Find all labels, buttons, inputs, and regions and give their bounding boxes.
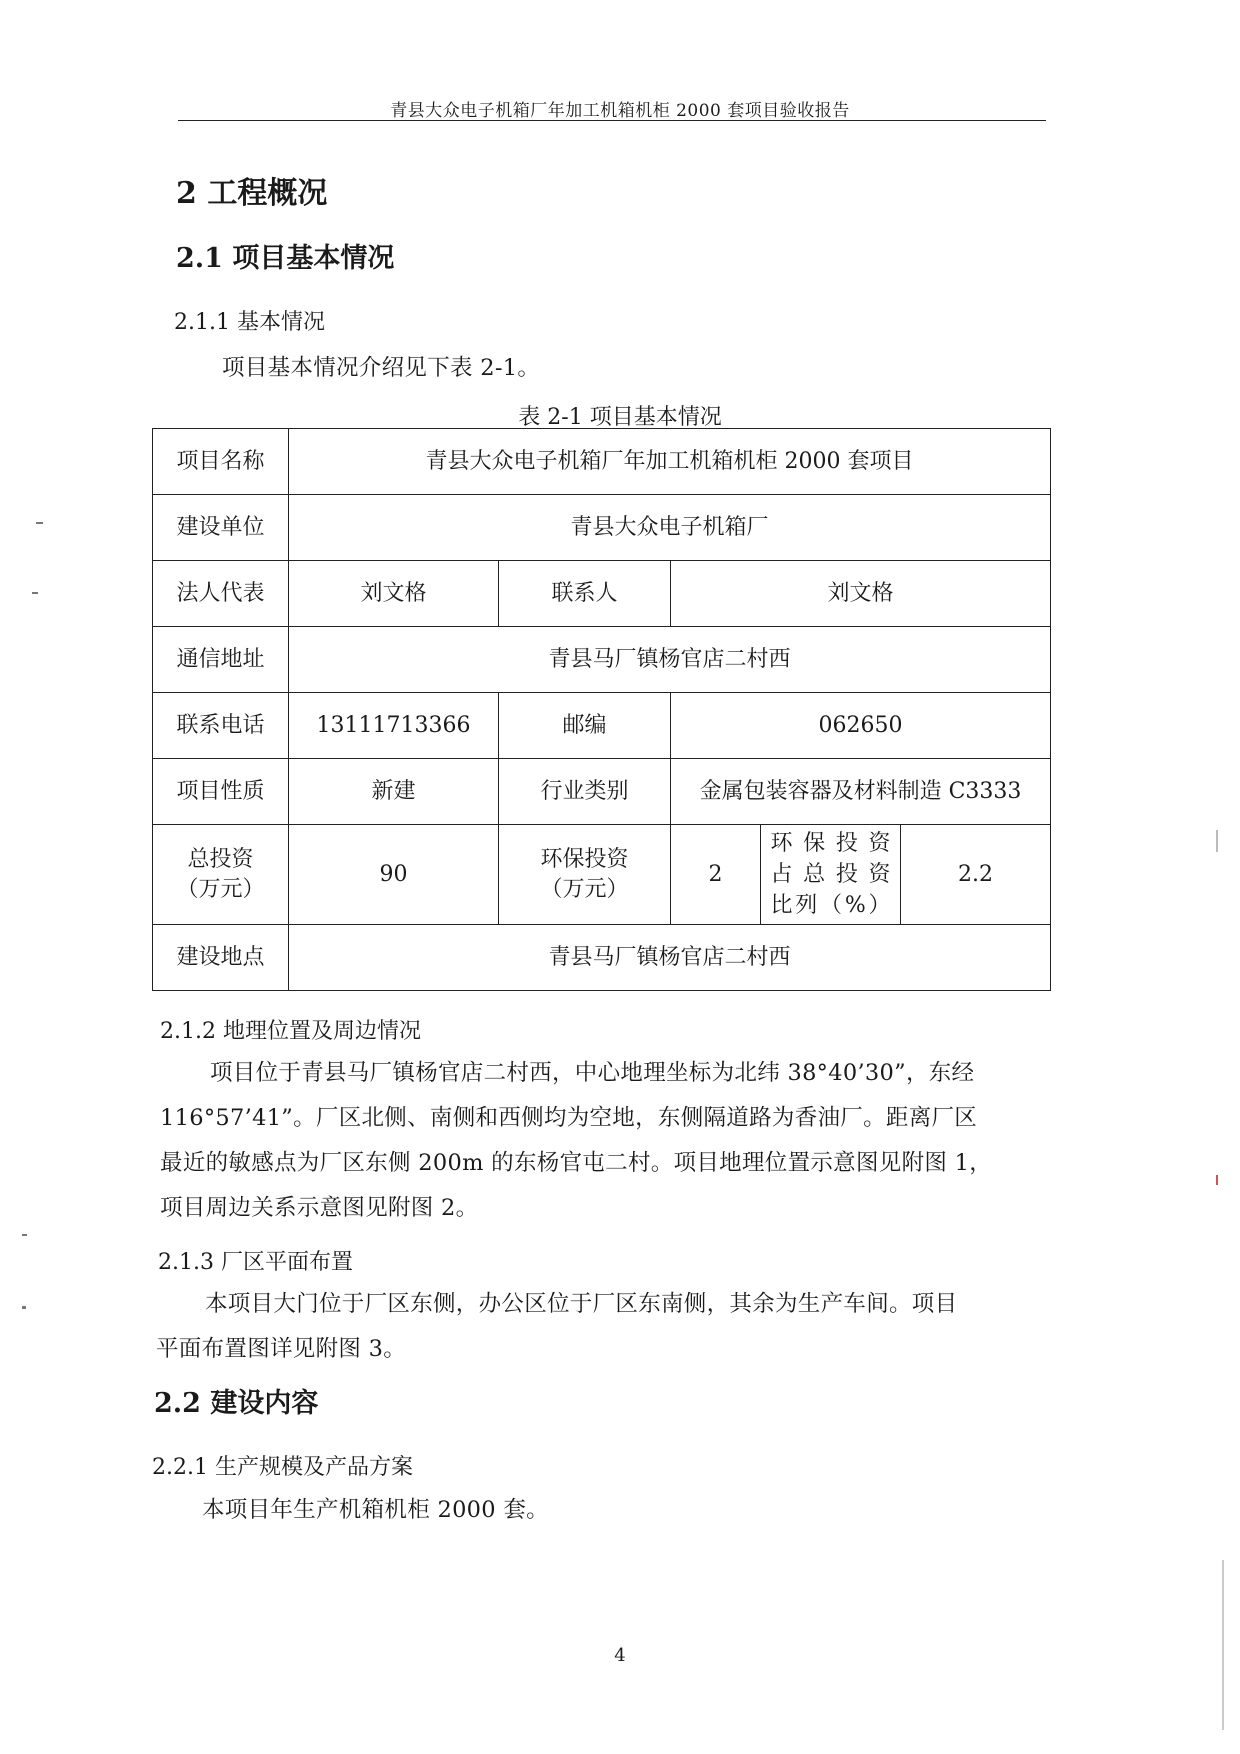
geo-paragraph-line-1: 项目位于青县马厂镇杨官店二村西，中心地理坐标为北纬 38°40’30”，东经 [210, 1060, 975, 1086]
geo-paragraph-line-2: 116°57’41”。厂区北侧、南侧和西侧均为空地，东侧隔道路为香油厂。距离厂区 [160, 1105, 978, 1131]
industry-label: 行业类别 [499, 759, 671, 825]
scan-speck [1216, 1175, 1218, 1185]
total-invest-label-line-2: （万元） [176, 876, 265, 902]
scan-speck [36, 522, 43, 524]
table-row [153, 495, 1051, 561]
total-invest-value: 90 [289, 825, 499, 925]
env-invest-value: 2 [671, 825, 761, 925]
address-value: 青县马厂镇杨官店二村西 [289, 627, 1051, 693]
section-2-2-1-title: 2.2.1 生产规模及产品方案 [152, 1455, 413, 1480]
project-name-label: 项目名称 [153, 429, 289, 495]
page-number: 4 [614, 1645, 626, 1666]
geo-paragraph-line-3: 最近的敏感点为厂区东侧 200m 的东杨官屯二村。项目地理位置示意图见附图 1， [160, 1150, 993, 1176]
table-row [153, 825, 1051, 925]
legal-rep-value: 刘文格 [289, 561, 499, 627]
table-row [153, 925, 1051, 991]
section-2-1-2-title: 2.1.2 地理位置及周边情况 [160, 1019, 421, 1044]
section-2-title: 2 工程概况 [176, 176, 328, 211]
production-scale-text: 本项目年生产机箱机柜 2000 套。 [202, 1497, 549, 1523]
env-invest-label-line-1: 环保投资 [540, 846, 629, 872]
ratio-label-line-3: 比列（%） [770, 893, 891, 918]
table-row [153, 627, 1051, 693]
scan-speck [1216, 830, 1218, 852]
postcode-value: 062650 [671, 693, 1051, 759]
scan-speck [32, 592, 38, 594]
industry-value: 金属包装容器及材料制造 C3333 [671, 759, 1051, 825]
project-name-value: 青县大众电子机箱厂年加工机箱机柜 2000 套项目 [289, 429, 1051, 495]
ratio-value: 2.2 [901, 825, 1051, 925]
table-row [153, 759, 1051, 825]
project-info-table [152, 428, 1051, 991]
ratio-label [761, 825, 901, 925]
ratio-label-line-2: 占 总 投 资 [770, 862, 891, 887]
layout-paragraph-line-1: 本项目大门位于厂区东侧，办公区位于厂区东南侧，其余为生产车间。项目 [205, 1291, 958, 1317]
builder-value: 青县大众电子机箱厂 [289, 495, 1051, 561]
site-value: 青县马厂镇杨官店二村西 [289, 925, 1051, 991]
layout-paragraph-line-2: 平面布置图详见附图 3。 [156, 1336, 407, 1362]
total-invest-label-line-1: 总投资 [187, 846, 254, 872]
total-invest-label [153, 825, 289, 925]
ratio-label-line-1: 环 保 投 资 [770, 831, 891, 856]
contact-label: 联系人 [499, 561, 671, 627]
nature-label: 项目性质 [153, 759, 289, 825]
env-invest-label-line-2: （万元） [540, 876, 629, 902]
table-row [153, 561, 1051, 627]
builder-label: 建设单位 [153, 495, 289, 561]
site-label: 建设地点 [153, 925, 289, 991]
table-caption: 表 2-1 项目基本情况 [518, 405, 722, 430]
table-intro-text: 项目基本情况介绍见下表 2-1。 [222, 355, 541, 381]
phone-label: 联系电话 [153, 693, 289, 759]
table-row [153, 429, 1051, 495]
table-row [153, 693, 1051, 759]
env-invest-label [499, 825, 671, 925]
postcode-label: 邮编 [499, 693, 671, 759]
header-rule [178, 120, 1046, 121]
section-2-1-title: 2.1 项目基本情况 [176, 243, 395, 274]
legal-rep-label: 法人代表 [153, 561, 289, 627]
nature-value: 新建 [289, 759, 499, 825]
address-label: 通信地址 [153, 627, 289, 693]
section-2-1-3-title: 2.1.3 厂区平面布置 [158, 1250, 353, 1275]
section-2-2-title: 2.2 建设内容 [154, 1388, 319, 1419]
scan-speck [22, 1234, 27, 1236]
phone-value: 13111713366 [289, 693, 499, 759]
geo-paragraph-line-4: 项目周边关系示意图见附图 2。 [160, 1195, 479, 1221]
scan-speck [1222, 1560, 1224, 1730]
running-header: 青县大众电子机箱厂年加工机箱机柜 2000 套项目验收报告 [390, 101, 850, 121]
scan-speck [22, 1306, 26, 1309]
contact-value: 刘文格 [671, 561, 1051, 627]
section-2-1-1-title: 2.1.1 基本情况 [174, 310, 325, 335]
